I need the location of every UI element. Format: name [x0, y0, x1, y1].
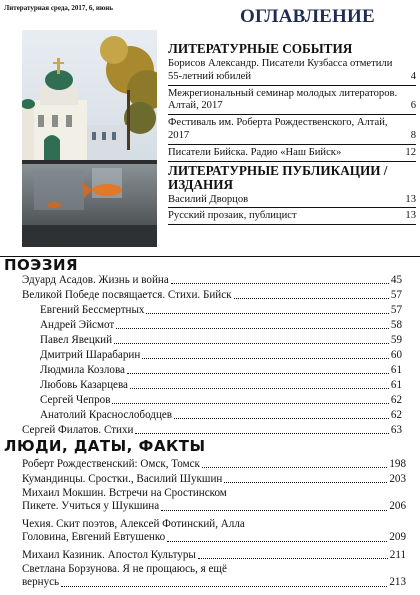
toc-entry-title: Борисов Александр. Писатели Кузбасса отметили 55-летний юбилей	[168, 58, 393, 82]
toc-entry-page: 6	[410, 100, 416, 112]
toc-entry-title-line1: Светлана Борзунова. Я не прощаюсь, я ещё	[22, 563, 227, 575]
toc-entry-title: Великой Победе посвящается. Стихи. Бийск	[22, 289, 232, 301]
toc-entry-title-line1: Чехия. Скит поэтов, Алексей Фотинский, Алла	[22, 518, 245, 530]
toc-entry[interactable]	[22, 487, 406, 514]
toc-entry[interactable]	[168, 117, 416, 145]
toc-entry-page: 203	[389, 473, 406, 485]
toc-entry[interactable]	[168, 210, 416, 225]
toc-entry-page: 62	[390, 394, 402, 406]
toc-entry[interactable]	[22, 518, 406, 545]
toc-entry[interactable]	[168, 147, 416, 162]
toc-entry[interactable]	[40, 334, 402, 347]
toc-right-column	[168, 40, 416, 225]
toc-entry-title-line1: Михаил Мокшин. Встречи на Сростинском	[22, 487, 227, 499]
toc-entry-page: 209	[389, 531, 406, 544]
toc-entry-page: 206	[389, 500, 406, 513]
leader-dots	[161, 510, 387, 511]
toc-entry-page: 13	[405, 210, 416, 222]
toc-entry-title-line2: Пикете. Учиться у Шукшина	[22, 500, 160, 513]
toc-entry-title: Русский прозаик, публицист	[168, 210, 297, 222]
cover-image-area	[2, 2, 164, 254]
toc-entry-title: Межрегиональный семинар молодых литераторов. Алтай, 2017	[168, 87, 398, 112]
toc-entry-page: 59	[390, 334, 402, 346]
toc-entry-page: 57	[390, 304, 402, 316]
toc-entry-page: 58	[390, 319, 402, 331]
toc-entry-title: Василий Дворцов	[168, 193, 249, 205]
leader-dots	[112, 403, 388, 404]
toc-entry[interactable]	[168, 194, 416, 209]
toc-entry[interactable]	[22, 424, 402, 437]
toc-entry[interactable]	[22, 563, 406, 590]
toc-entry-page: 61	[390, 379, 402, 391]
page-title: ОГЛАВЛЕНИЕ	[240, 6, 375, 27]
toc-entry[interactable]	[22, 289, 402, 302]
toc-entry[interactable]	[22, 549, 406, 562]
toc-entry-title: Кумандинцы. Сростки., Василий Шукшин	[22, 473, 223, 485]
toc-entry-title: Эдуард Асадов. Жизнь и война	[22, 274, 169, 286]
toc-entry-page: 198	[389, 458, 406, 470]
leader-dots	[167, 541, 387, 542]
toc-entry[interactable]	[40, 409, 402, 422]
toc-entry-page: 62	[390, 409, 402, 421]
toc-entry-title: Евгений Бессмертных	[40, 304, 145, 316]
toc-entry-title: Михаил Казиник. Апостол Культуры	[22, 549, 196, 561]
toc-entry[interactable]	[40, 349, 402, 362]
leader-dots	[171, 283, 389, 284]
toc-entry[interactable]	[168, 88, 416, 116]
section-title-poetry: ПОЭЗИЯ	[4, 256, 79, 274]
toc-entry-page: 45	[390, 274, 402, 286]
toc-entry-title: Роберт Рождественский: Омск, Томск	[22, 458, 200, 470]
toc-entry-page: 61	[390, 364, 402, 376]
leader-dots	[114, 343, 389, 344]
toc-entry-title: Сергей Чепров	[40, 394, 111, 406]
leader-dots	[174, 418, 389, 419]
cover-photo	[22, 30, 157, 247]
toc-entry-title: Анатолий Краснослободцев	[40, 409, 173, 421]
toc-entry-title: Сергей Филатов. Стихи	[22, 424, 134, 436]
toc-entry-title: Фестиваль им. Роберта Рождественского, Алтай, 2017	[168, 117, 388, 141]
toc-entry-title: Людмила Козлова	[40, 364, 125, 376]
toc-entry[interactable]	[40, 304, 402, 317]
toc-entry[interactable]	[168, 58, 416, 86]
cover-caption: Пифийный литературный журнал	[46, 241, 124, 247]
toc-entry-title: Писатели Бийска. Радио «Наш Бийск»	[168, 146, 342, 158]
toc-entry[interactable]	[22, 274, 402, 287]
toc-entry[interactable]	[40, 319, 402, 332]
toc-entry-title: Любовь Казарцева	[40, 379, 128, 391]
leader-dots	[116, 328, 389, 329]
toc-entry[interactable]	[22, 473, 406, 486]
toc-entry-page: 4	[410, 70, 416, 82]
toc-entry-title: Павел Явецкий	[40, 334, 113, 346]
toc-entry-title-line2: Головина, Евгений Евтушенко	[22, 531, 166, 544]
toc-entry-page: 13	[405, 193, 416, 205]
section-title-literary-publications: ЛИТЕРАТУРНЫЕ ПУБЛИКАЦИИ / ИЗДАНИЯ	[168, 162, 388, 192]
toc-entry[interactable]	[40, 364, 402, 377]
leader-dots	[142, 358, 389, 359]
leader-dots	[202, 467, 387, 468]
leader-dots	[224, 482, 387, 483]
toc-entry-page: 213	[389, 576, 406, 589]
toc-entry-title: Дмитрий Шарабарин	[40, 349, 141, 361]
leader-dots	[234, 298, 389, 299]
toc-entry-page: 63	[390, 424, 402, 436]
leader-dots	[135, 433, 388, 434]
leader-dots	[130, 388, 389, 389]
toc-entry-page: 57	[390, 289, 402, 301]
toc-entry[interactable]	[40, 394, 402, 407]
toc-entry-title: Андрей Эйсмот	[40, 319, 115, 331]
leader-dots	[61, 586, 387, 587]
leader-dots	[146, 313, 388, 314]
section-title-literary-events: ЛИТЕРАТУРНЫЕ СОБЫТИЯ	[168, 41, 353, 56]
toc-entry-page: 211	[389, 549, 406, 561]
toc-entry-page: 60	[390, 349, 402, 361]
toc-entry-page: 12	[405, 146, 416, 158]
journal-header: Литературная среда, 2017, 6, июнь	[4, 4, 113, 12]
leader-dots	[127, 373, 389, 374]
toc-entry[interactable]	[40, 379, 402, 392]
toc-entry-title-line2: вернусь	[22, 576, 60, 589]
section-title-people-dates-facts: ЛЮДИ, ДАТЫ, ФАКТЫ	[4, 437, 206, 455]
leader-dots	[198, 558, 388, 559]
toc-entry[interactable]	[22, 458, 406, 471]
toc-entry-page: 8	[410, 129, 416, 141]
